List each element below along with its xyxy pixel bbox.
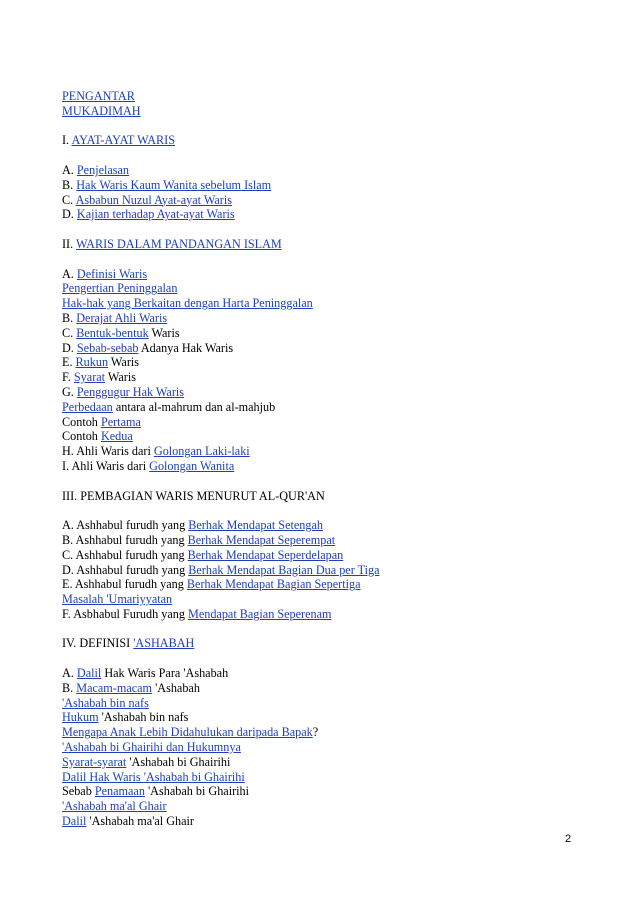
toc-text: Sebab <box>62 784 95 799</box>
toc-text: B. Ashhabul furudh yang <box>62 532 188 547</box>
toc-text: antara al-mahrum dan al-mahjub <box>112 399 276 414</box>
toc-text: Waris <box>105 370 136 385</box>
toc-text: F. <box>62 370 74 385</box>
toc-text: 'Ashabah bi Ghairihi <box>144 784 250 799</box>
toc-link[interactable]: Dalil <box>76 666 102 681</box>
toc-link[interactable]: Syarat-syarat <box>62 754 127 769</box>
toc-link[interactable]: Berhak Mendapat Seperempat <box>187 532 336 547</box>
toc-text: Waris <box>148 325 180 340</box>
toc-line <box>62 592 602 607</box>
toc-text: Contoh <box>62 414 101 429</box>
toc-line <box>62 459 602 474</box>
toc-line <box>62 666 602 681</box>
toc-text: B. <box>62 680 77 695</box>
toc-link[interactable]: Definisi Waris <box>76 266 148 281</box>
toc-text: E. <box>62 355 76 370</box>
toc-line <box>62 636 602 651</box>
toc-line <box>62 444 602 459</box>
toc-line <box>62 489 602 504</box>
page-number: 2 <box>565 833 572 845</box>
toc-line <box>62 533 602 548</box>
toc-text: 'Ashabah bi Ghairihi <box>126 754 231 769</box>
blank-line <box>62 622 602 637</box>
toc-line <box>62 681 602 696</box>
toc-line <box>62 799 602 814</box>
blank-line <box>62 503 602 518</box>
toc-text: B. <box>62 177 77 192</box>
toc-line <box>62 577 602 592</box>
blank-line <box>62 222 602 237</box>
toc-link[interactable]: Rukun <box>75 355 109 370</box>
toc-line <box>62 814 602 829</box>
toc-link[interactable]: Dalil <box>62 814 87 829</box>
toc-text: D. <box>62 340 77 355</box>
toc-line <box>62 755 602 770</box>
blank-line <box>62 148 602 163</box>
toc-text: D. <box>62 207 77 222</box>
toc-line <box>62 267 602 282</box>
toc-text: Waris <box>108 355 140 370</box>
toc-text: A. <box>62 666 77 681</box>
toc-line <box>62 563 602 578</box>
toc-link[interactable]: Sebab-sebab <box>76 340 139 355</box>
toc-text: 'Ashabah <box>152 680 200 695</box>
toc-link[interactable]: Golongan Laki-laki <box>153 444 250 459</box>
toc-text: G. <box>62 384 77 399</box>
toc-link[interactable]: Pengertian Peninggalan <box>62 281 178 296</box>
toc-text: Contoh <box>62 429 101 444</box>
toc-link[interactable]: 'Ashabah bin nafs <box>62 695 149 710</box>
toc-link[interactable]: Kajian terhadap Ayat-ayat Waris <box>76 207 235 222</box>
toc-text: C. <box>62 325 77 340</box>
toc-link[interactable]: Penamaan <box>94 784 145 799</box>
blank-line <box>62 474 602 489</box>
toc-line <box>62 400 602 415</box>
toc-line <box>62 104 602 119</box>
toc-line <box>62 237 602 252</box>
document-body <box>62 89 602 829</box>
toc-link[interactable]: Berhak Mendapat Seperdelapan <box>187 547 344 562</box>
toc-link[interactable]: Asbabun Nuzul Ayat-ayat Waris <box>75 192 232 207</box>
toc-link[interactable]: Mengapa Anak Lebih Didahulukan daripada Bapak <box>62 725 313 740</box>
toc-text: 'Ashabah ma'al Ghair <box>86 814 194 829</box>
toc-text: IV. DEFINISI <box>62 636 134 651</box>
toc-line <box>62 518 602 533</box>
toc-link[interactable]: Dalil Hak Waris 'Ashabah bi Ghairihi <box>62 769 245 784</box>
toc-line <box>62 89 602 104</box>
toc-line <box>62 415 602 430</box>
toc-line <box>62 725 602 740</box>
toc-text: D. Ashhabul furudh yang <box>62 562 189 577</box>
toc-line <box>62 696 602 711</box>
toc-line <box>62 311 602 326</box>
toc-link[interactable]: Berhak Mendapat Bagian Dua per Tiga <box>188 562 380 577</box>
toc-line <box>62 607 602 622</box>
blank-line <box>62 651 602 666</box>
toc-link[interactable]: Bentuk-bentuk <box>76 325 149 340</box>
toc-text: I. <box>62 133 72 148</box>
toc-line <box>62 770 602 785</box>
toc-link[interactable]: Hak-hak yang Berkaitan dengan Harta Peninggalan <box>62 296 313 311</box>
toc-link[interactable]: Mendapat Bagian Seperenam <box>187 606 332 621</box>
toc-text: H. Ahli Waris dari <box>62 444 154 459</box>
toc-link[interactable]: Perbedaan <box>62 399 113 414</box>
toc-link[interactable]: Hukum <box>62 710 99 725</box>
toc-text: A. Ashhabul furudh yang <box>62 518 189 533</box>
toc-link[interactable]: PENGANTAR <box>62 89 135 103</box>
toc-text: Adanya Hak Waris <box>138 340 234 355</box>
toc-link[interactable]: Berhak Mendapat Bagian Sepertiga <box>186 577 361 592</box>
toc-link[interactable]: Hak Waris Kaum Wanita sebelum Islam <box>76 177 272 192</box>
toc-text: 'Ashabah bin nafs <box>98 710 189 725</box>
toc-line <box>62 740 602 755</box>
toc-text: Hak Waris Para 'Ashabah <box>101 666 229 681</box>
toc-line <box>62 178 602 193</box>
toc-link[interactable]: Syarat <box>73 370 106 385</box>
toc-link[interactable]: WARIS DALAM PANDANGAN ISLAM <box>76 236 282 251</box>
toc-text: C. Ashhabul furudh yang <box>62 547 188 562</box>
toc-text: E. Ashhabul furudh yang <box>62 577 187 592</box>
toc-text: A. <box>62 266 77 281</box>
toc-text: III. PEMBAGIAN WARIS MENURUT AL-QUR'AN <box>62 488 325 503</box>
toc-line <box>62 385 602 400</box>
toc-link[interactable]: 'ASHABAH <box>133 636 195 651</box>
toc-line <box>62 163 602 178</box>
toc-link[interactable]: Kedua <box>100 429 133 444</box>
toc-link[interactable]: Penggugur Hak Waris <box>76 384 185 399</box>
toc-link[interactable]: AYAT-AYAT WARIS <box>71 133 175 148</box>
toc-text: A. <box>62 162 77 177</box>
toc-line <box>62 784 602 799</box>
toc-line <box>62 193 602 208</box>
toc-link[interactable]: Masalah 'Umariyyatan <box>62 592 173 607</box>
toc-text: C. <box>62 192 76 207</box>
toc-line <box>62 429 602 444</box>
toc-link[interactable]: MUKADIMAH <box>62 103 141 118</box>
toc-text: II. <box>62 236 76 251</box>
toc-line <box>62 341 602 356</box>
toc-line <box>62 207 602 222</box>
toc-link[interactable]: Golongan Wanita <box>149 458 235 473</box>
toc-line <box>62 133 602 148</box>
toc-link[interactable]: Pertama <box>100 414 141 429</box>
toc-link[interactable]: Macam-macam <box>76 680 153 695</box>
toc-text: B. <box>62 310 77 325</box>
toc-text: I. Ahli Waris dari <box>62 458 150 473</box>
toc-line <box>62 281 602 296</box>
toc-line <box>62 326 602 341</box>
toc-link[interactable]: 'Ashabah bi Ghairihi dan Hukumnya <box>62 740 241 755</box>
toc-link[interactable]: 'Ashabah ma'al Ghair <box>62 799 167 814</box>
toc-link[interactable]: Penjelasan <box>76 162 130 177</box>
blank-line <box>62 119 602 134</box>
toc-link[interactable]: Derajat Ahli Waris <box>76 310 168 325</box>
toc-text: F. Asbhabul Furudh yang <box>62 606 188 621</box>
toc-line <box>62 710 602 725</box>
toc-line <box>62 296 602 311</box>
toc-line <box>62 548 602 563</box>
toc-line <box>62 370 602 385</box>
toc-text: ? <box>312 725 319 740</box>
toc-line <box>62 355 602 370</box>
toc-link[interactable]: Berhak Mendapat Setengah <box>188 518 323 533</box>
blank-line <box>62 252 602 267</box>
